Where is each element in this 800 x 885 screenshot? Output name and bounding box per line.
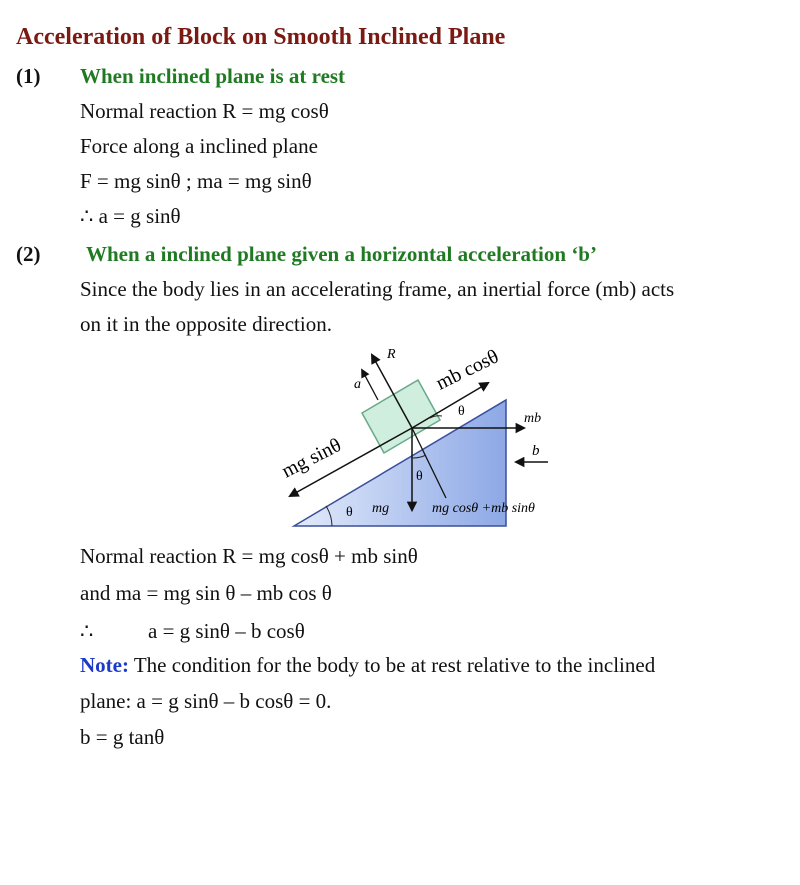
label-b: b [532, 443, 540, 459]
section-2-a-equation: a = g sinθ – b cosθ [148, 619, 305, 643]
section-2-number: (2) [16, 242, 41, 266]
section-1-number: (1) [16, 64, 41, 88]
label-theta-bottom: θ [416, 469, 423, 484]
section-1-force-equation: F = mg sinθ ; ma = mg sinθ [80, 169, 312, 193]
section-1-force-label: Force along a inclined plane [80, 134, 318, 158]
note-text-line-2: plane: a = g sinθ – b cosθ = 0. [80, 689, 332, 713]
b-equation: b = g tanθ [80, 725, 165, 749]
inclined-plane-diagram [270, 338, 610, 538]
section-1-result: ∴ a = g sinθ [80, 204, 181, 228]
label-theta-top: θ [458, 404, 465, 419]
section-2-text-line-2: on it in the opposite direction. [80, 312, 332, 336]
section-2-ma-equation: and ma = mg sin θ – mb cos θ [80, 581, 332, 605]
section-1-normal-reaction: Normal reaction R = mg cosθ [80, 99, 329, 123]
therefore-symbol: ∴ [80, 619, 94, 643]
label-mg: mg [372, 501, 390, 516]
note-text-line-1: The condition for the body to be at rest relative to the inclined [133, 653, 656, 677]
section-2-text-line-1: Since the body lies in an accelerating frame, an inertial force (mb) acts [80, 277, 675, 301]
label-mg-sin: mg sinθ [278, 434, 345, 483]
section-2-normal-reaction: Normal reaction R = mg cosθ + mb sinθ [80, 544, 418, 568]
label-a: a [354, 377, 361, 392]
label-mg-cos-mb-sin: mg cosθ +mb sinθ [432, 501, 535, 516]
label-mb-cos: mb cosθ [432, 345, 503, 395]
label-theta-incline: θ [346, 505, 353, 520]
acceleration-arrow [362, 370, 378, 400]
section-1-heading: When inclined plane is at rest [80, 64, 346, 88]
note-label: Note: [80, 653, 129, 677]
label-R: R [387, 347, 396, 362]
section-2-heading: When a inclined plane given a horizontal acceleration ‘b’ [86, 242, 597, 266]
page-title: Acceleration of Block on Smooth Inclined Plane [16, 24, 506, 50]
label-mb: mb [524, 411, 542, 426]
